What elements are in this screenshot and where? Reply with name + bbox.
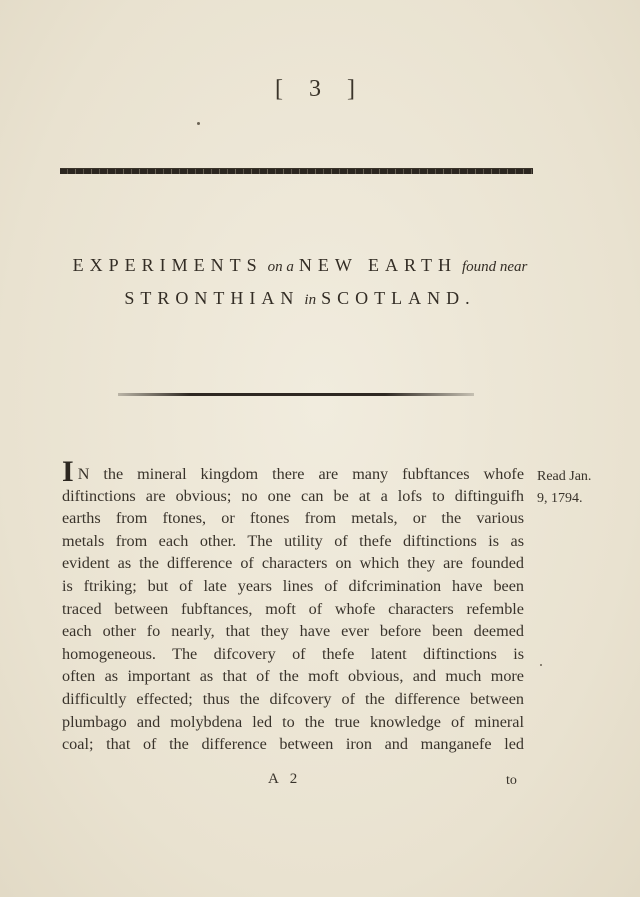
body-line: is ftriking; but of late years lines of difcrimination have been bbox=[62, 576, 524, 595]
body-paragraph bbox=[62, 455, 524, 756]
title-in: in bbox=[304, 292, 317, 308]
body-line: earths from ftones, or ftones from metals, or the various bbox=[62, 509, 524, 528]
margin-note-line-2: 9, 1794. bbox=[537, 491, 583, 506]
body-line-text: N the mineral kingdom there are many fubftances whofe bbox=[77, 465, 524, 483]
paper-speck bbox=[540, 664, 542, 666]
body-line: coal; that of the difference between iron and manganefe led bbox=[62, 735, 524, 754]
drop-cap: I bbox=[62, 455, 74, 488]
title-line-1 bbox=[0, 255, 600, 276]
body-line: difficultly effected; thus the difcovery of the difference between bbox=[62, 689, 524, 708]
title-on-a: on a bbox=[267, 259, 294, 275]
top-ornamental-rule bbox=[60, 168, 533, 174]
catchword: to bbox=[506, 773, 517, 788]
body-line: each other fo nearly, that they have ever before been deemed bbox=[62, 622, 524, 641]
margin-note-line-1: Read Jan. bbox=[537, 469, 592, 484]
body-line: diftinctions are obvious; no one can be at a lofs to diftinguifh bbox=[62, 486, 524, 505]
body-line: plumbago and molybdena led to the true knowledge of mineral bbox=[62, 712, 524, 731]
body-line: often as important as that of the moft obvious, and much more bbox=[62, 667, 524, 686]
body-line bbox=[62, 455, 524, 488]
signature-mark: A 2 bbox=[268, 771, 302, 787]
body-line: homogeneous. The difcovery of thefe latent diftinctions is bbox=[62, 644, 524, 663]
body-line: evident as the difference of characters on which they are founded bbox=[62, 554, 524, 573]
page-number: [ 3 ] bbox=[275, 76, 365, 102]
paper-speck bbox=[197, 122, 200, 125]
title-line-2 bbox=[0, 288, 600, 309]
title-experiments: EXPERIMENTS bbox=[72, 255, 263, 275]
title-scotland: SCOTLAND. bbox=[321, 288, 476, 308]
margin-note bbox=[537, 466, 591, 510]
title-found-near: found near bbox=[461, 259, 528, 275]
body-line: traced between fubftances, moft of whofe characters refemble bbox=[62, 599, 524, 618]
title-new-earth: NEW EARTH bbox=[298, 255, 457, 275]
middle-rule bbox=[118, 393, 474, 396]
title-stronthian: STRONTHIAN bbox=[124, 288, 300, 308]
body-line: metals from each other. The utility of thefe diftinctions is as bbox=[62, 531, 524, 550]
